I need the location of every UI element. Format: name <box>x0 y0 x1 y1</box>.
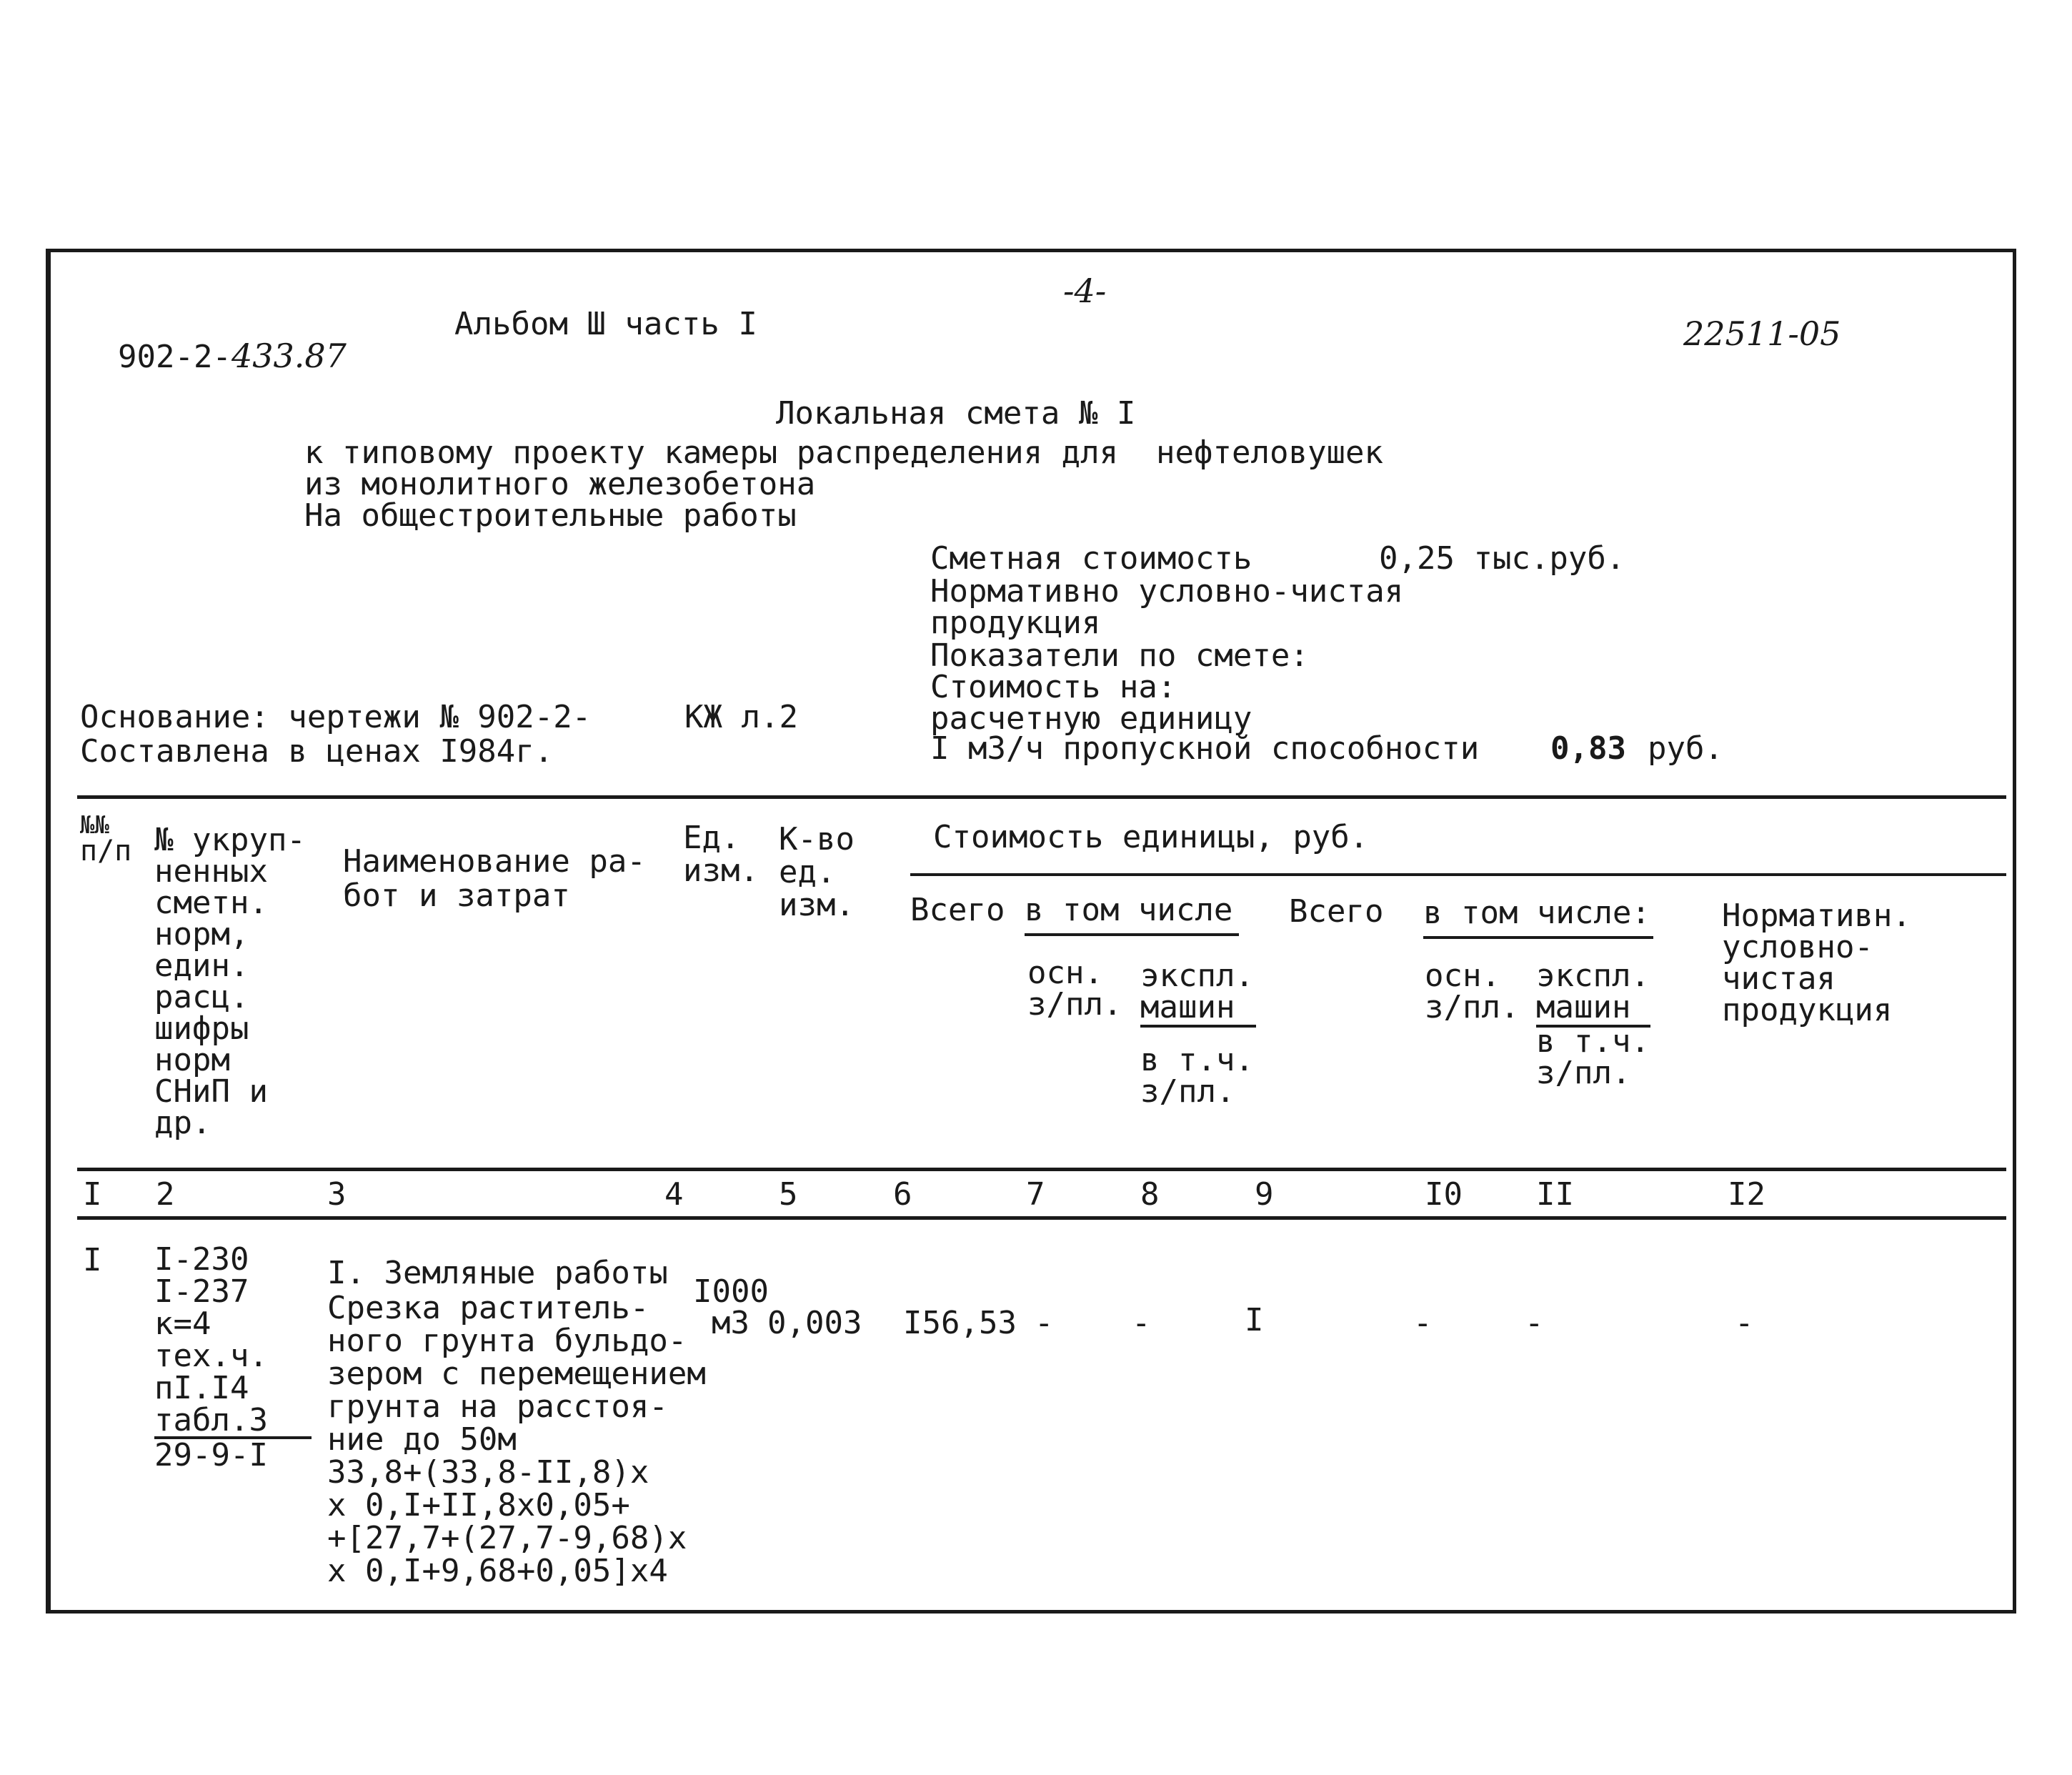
section-title: I. Земляные работы <box>327 1255 668 1291</box>
row-expl: - <box>1132 1305 1151 1341</box>
incl-a-header: в том числе <box>1025 895 1239 936</box>
norm-prod-line: условно- <box>1722 929 1873 965</box>
norm-prod-header <box>1722 900 1911 1026</box>
header-col-2-line: норм, <box>154 916 249 953</box>
osn-a-line: осн. <box>1027 955 1103 991</box>
unit-label: расчетную единицу <box>930 700 1252 737</box>
header-col-3 <box>343 845 646 913</box>
title-line-4: На общестроительные работы <box>304 497 797 534</box>
incl-wage-a-header <box>1140 1042 1254 1110</box>
incl-b-header: в том числе: <box>1423 898 1653 939</box>
osn-b-line: з/пл. <box>1425 989 1520 1025</box>
header-col-2-line: един. <box>154 948 249 984</box>
archive-number: 22511-05 <box>1683 314 1841 353</box>
row-desc-line: х 0,I+II,8х0,05+ <box>327 1487 630 1523</box>
col-number-rule-top <box>77 1168 2006 1171</box>
total-a-header: Всего <box>910 892 1005 928</box>
header-col-2 <box>154 822 306 1141</box>
doc-code-print: 902-2- <box>117 339 231 375</box>
osn-a-line: з/пл. <box>1027 986 1122 1023</box>
capacity-label: I м3/ч пропускной способности <box>930 730 1480 767</box>
row-qty: 0,003 <box>767 1305 862 1341</box>
header-col-5-line: изм. <box>779 887 855 923</box>
unit-cost-header: Стоимость единицы, руб. <box>933 819 1369 855</box>
col-number: 9 <box>1255 1176 1274 1213</box>
row-osn-2: - <box>1413 1305 1433 1341</box>
unit-cost-rule <box>910 873 2006 876</box>
title-line-2: к типовому проекту камеры распределения для нефтеловушек <box>304 434 1383 471</box>
row-unit-2: м3 <box>712 1305 749 1341</box>
page-number: -4- <box>1063 272 1107 310</box>
header-col-5 <box>779 823 855 922</box>
total-b-header: Всего <box>1289 893 1384 930</box>
col-number-rule-bottom <box>77 1216 2006 1220</box>
header-col-3-line: бот и затрат <box>343 877 570 914</box>
row-total-2: I <box>1245 1302 1264 1338</box>
header-col-2-line: норм <box>154 1042 230 1078</box>
norm-product-label-2: продукция <box>930 605 1101 641</box>
mach-b-header: машин <box>1536 992 1650 1028</box>
row-expl-2: - <box>1525 1305 1544 1341</box>
row-code-line: I-230 <box>154 1241 249 1278</box>
row-desc-line: +[27,7+(27,7-9,68)х <box>327 1520 687 1556</box>
col-number: 7 <box>1026 1176 1045 1213</box>
expl-a-header: экспл. <box>1140 958 1254 994</box>
header-col-2-line: расц. <box>154 979 249 1015</box>
row-codes <box>154 1243 312 1471</box>
capacity-unit: руб. <box>1648 730 1723 767</box>
cost-per-label: Стоимость на: <box>930 669 1177 705</box>
row-code-line: тех.ч. <box>154 1338 268 1374</box>
row-number: I <box>83 1242 102 1278</box>
header-col-4-line: Ед. <box>683 820 740 856</box>
row-code-line: табл.3 <box>154 1404 312 1439</box>
incl-wage-a-line: з/пл. <box>1140 1073 1235 1110</box>
header-col-2-line: № укруп- <box>154 822 306 858</box>
basis-line-1: Основание: чертежи № 902-2- <box>80 699 592 735</box>
norm-prod-line: чистая <box>1722 960 1836 997</box>
osn-b-header <box>1425 960 1519 1023</box>
row-desc-line: зером с перемещением <box>327 1356 706 1392</box>
row-desc-line: ние до 50м <box>327 1421 517 1458</box>
norm-product-label-1: Нормативно условно-чистая <box>930 573 1404 610</box>
incl-wage-b-line: з/пл. <box>1536 1055 1631 1091</box>
incl-wage-b-header <box>1536 1023 1650 1091</box>
header-col-1-line: п/п <box>80 835 132 867</box>
header-col-1 <box>80 813 131 865</box>
header-col-3-line: Наименование ра- <box>343 843 646 880</box>
basis-kzh: КЖ л.2 <box>684 699 798 735</box>
col-number: 3 <box>327 1176 347 1213</box>
row-norm: - <box>1735 1305 1754 1341</box>
row-description <box>327 1292 706 1588</box>
col-number: 2 <box>156 1176 175 1213</box>
col-number: I <box>83 1176 102 1213</box>
col-number: 8 <box>1140 1176 1160 1213</box>
row-desc-line: грунта на расстоя- <box>327 1388 668 1425</box>
incl-wage-a-line: в т.ч. <box>1140 1042 1254 1078</box>
col-number: 4 <box>664 1176 684 1213</box>
album-label: Альбом Ш часть I <box>454 306 757 342</box>
indicators-label: Показатели по смете: <box>930 637 1309 674</box>
osn-a-header <box>1027 955 1122 1023</box>
col-number: I0 <box>1425 1176 1463 1213</box>
row-desc-line: 33,8+(33,8-II,8)х <box>327 1454 649 1491</box>
title-line-3: из монолитного железобетона <box>304 466 816 502</box>
row-total: I56,53 <box>903 1305 1017 1341</box>
row-desc-line: х 0,I+9,68+0,05]х4 <box>327 1553 668 1589</box>
header-col-2-line: СНиП и <box>154 1073 268 1110</box>
header-col-2-line: др. <box>154 1105 211 1141</box>
table-top-rule <box>77 795 2006 799</box>
header-col-2-line: сметн. <box>154 885 268 921</box>
cost-label: Сметная стоимость <box>930 540 1252 577</box>
expl-b-header: экспл. <box>1536 958 1650 994</box>
row-code-line: пI.I4 <box>154 1370 249 1406</box>
doc-code-handwritten: 433.87 <box>231 337 347 375</box>
norm-prod-line: продукция <box>1722 992 1893 1028</box>
row-desc-line: Срезка раститель- <box>327 1290 649 1326</box>
capacity-value: 0,83 <box>1550 730 1626 767</box>
header-col-2-line: шифры <box>154 1010 249 1047</box>
header-col-5-line: ед. <box>779 854 836 890</box>
incl-wage-b-line: в т.ч. <box>1536 1023 1650 1060</box>
row-code-line: к=4 <box>154 1306 211 1342</box>
row-unit-1: I000 <box>693 1273 769 1310</box>
estimate-title: Локальная смета № I <box>776 395 1136 432</box>
header-col-4 <box>683 822 759 887</box>
col-number: II <box>1536 1176 1574 1213</box>
cost-value: 0,25 тыс.руб. <box>1379 540 1625 577</box>
osn-b-line: осн. <box>1425 958 1500 994</box>
row-code-line: 29-9-I <box>154 1437 268 1473</box>
col-number: 5 <box>779 1176 798 1213</box>
row-osn: - <box>1035 1305 1054 1341</box>
row-code-line: I-237 <box>154 1273 249 1310</box>
basis-line-2: Составлена в ценах I984г. <box>80 733 554 770</box>
header-col-2-line: ненных <box>154 853 268 890</box>
col-number: 6 <box>893 1176 912 1213</box>
doc-code <box>80 309 347 373</box>
header-col-1-line: №№ <box>80 811 109 840</box>
header-col-5-line: К-во <box>779 821 855 857</box>
col-number: I2 <box>1728 1176 1765 1213</box>
header-col-4-line: изм. <box>683 852 759 889</box>
row-desc-line: ного грунта бульдо- <box>327 1323 687 1359</box>
norm-prod-line: Нормативн. <box>1722 898 1911 934</box>
mach-a-header: машин <box>1140 992 1256 1028</box>
